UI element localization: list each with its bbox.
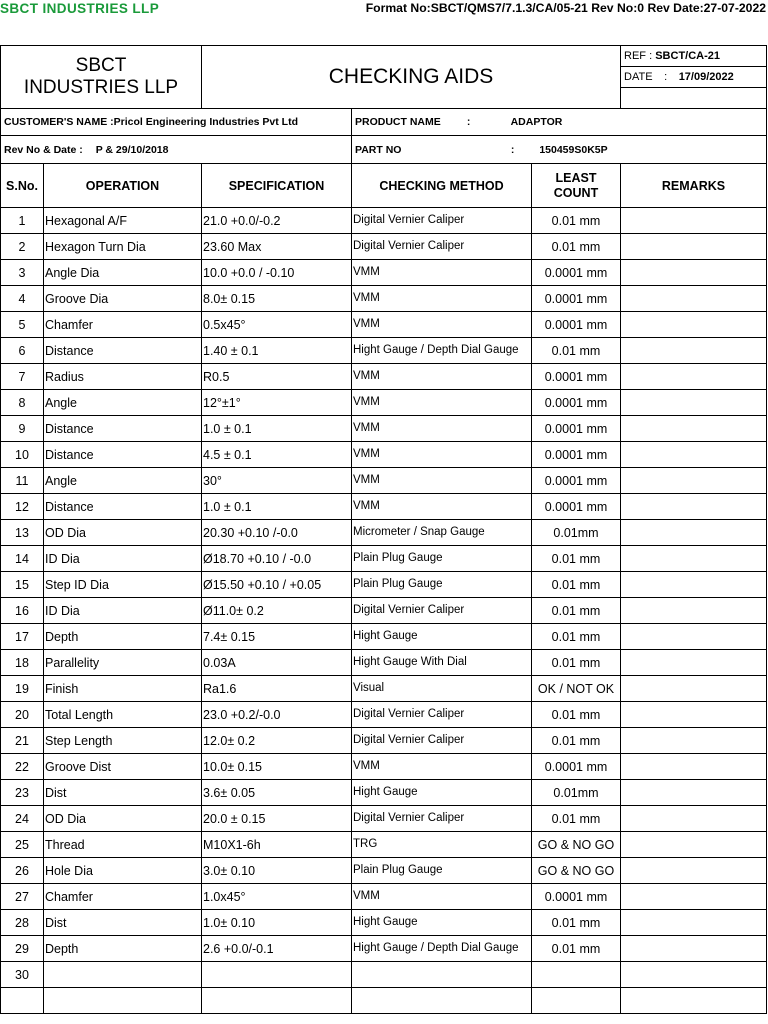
cell-least-count: 0.0001 mm bbox=[532, 416, 621, 442]
table-row bbox=[1, 598, 767, 624]
cell-least-count: 0.0001 mm bbox=[532, 442, 621, 468]
cell-operation: Angle Dia bbox=[44, 260, 202, 286]
cell-specification: 7.4± 0.15 bbox=[202, 624, 352, 650]
ref-value: SBCT/CA-21 bbox=[655, 50, 721, 62]
cell-specification: Ø15.50 +0.10 / +0.05 bbox=[202, 572, 352, 598]
cell-operation: Distance bbox=[44, 416, 202, 442]
cell-least-count: 0.01mm bbox=[532, 780, 621, 806]
cell-specification: 20.30 +0.10 /-0.0 bbox=[202, 520, 352, 546]
cell-remarks bbox=[621, 520, 767, 546]
cell-operation: Depth bbox=[44, 936, 202, 962]
cell-least-count: 0.0001 mm bbox=[532, 468, 621, 494]
cell-checking-method: Hight Gauge bbox=[352, 780, 532, 806]
cell-sno: 23 bbox=[1, 780, 44, 806]
cell-sno: 30 bbox=[1, 962, 44, 988]
table-row bbox=[1, 494, 767, 520]
cell-operation: Parallelity bbox=[44, 650, 202, 676]
cell-least-count: 0.01 mm bbox=[532, 910, 621, 936]
cell-specification: 30° bbox=[202, 468, 352, 494]
cell-sno: 11 bbox=[1, 468, 44, 494]
cell-sno: 28 bbox=[1, 910, 44, 936]
company-line-2: INDUSTRIES LLP bbox=[23, 77, 179, 98]
date-label: DATE bbox=[624, 71, 653, 83]
cell-specification: 1.0 ± 0.1 bbox=[202, 494, 352, 520]
table-row bbox=[1, 936, 767, 962]
cell-remarks bbox=[621, 598, 767, 624]
cell-remarks bbox=[621, 572, 767, 598]
cell-sno: 5 bbox=[1, 312, 44, 338]
cell-least-count: 0.0001 mm bbox=[532, 884, 621, 910]
cell-operation: Angle bbox=[44, 390, 202, 416]
customer-cell bbox=[1, 109, 352, 136]
date-value: 17/09/2022 bbox=[678, 71, 734, 83]
cell-specification: 0.5x45° bbox=[202, 312, 352, 338]
cell-specification: 3.0± 0.10 bbox=[202, 858, 352, 884]
cell-checking-method: Hight Gauge bbox=[352, 624, 532, 650]
cell-checking-method: VMM bbox=[352, 286, 532, 312]
table-row bbox=[1, 806, 767, 832]
cell-least-count: 0.01 mm bbox=[532, 546, 621, 572]
column-header-checking-method: CHECKING METHOD bbox=[352, 164, 532, 208]
cell-remarks bbox=[621, 754, 767, 780]
cell-remarks bbox=[621, 858, 767, 884]
date-cell bbox=[621, 67, 767, 88]
cell-operation: Thread bbox=[44, 832, 202, 858]
cell-remarks bbox=[621, 910, 767, 936]
company-name bbox=[1, 46, 202, 109]
cell-operation: Dist bbox=[44, 780, 202, 806]
cell-specification: 10.0± 0.15 bbox=[202, 754, 352, 780]
cell-least-count bbox=[532, 988, 621, 1014]
product-cell bbox=[352, 109, 767, 136]
table-row bbox=[1, 468, 767, 494]
cell-sno bbox=[1, 988, 44, 1014]
cell-least-count: GO & NO GO bbox=[532, 832, 621, 858]
ref-label: REF : bbox=[624, 50, 653, 62]
cell-sno: 6 bbox=[1, 338, 44, 364]
brand-name: SBCT INDUSTRIES LLP bbox=[0, 1, 160, 16]
column-header-specification: SPECIFICATION bbox=[202, 164, 352, 208]
cell-checking-method: Hight Gauge With Dial bbox=[352, 650, 532, 676]
cell-specification: 12°±1° bbox=[202, 390, 352, 416]
product-separator: : bbox=[466, 116, 471, 128]
cell-least-count: 0.01 mm bbox=[532, 624, 621, 650]
company-line-1: SBCT bbox=[75, 55, 127, 76]
part-number-separator: : bbox=[510, 143, 515, 156]
cell-checking-method: VMM bbox=[352, 468, 532, 494]
table-row bbox=[1, 442, 767, 468]
cell-remarks bbox=[621, 702, 767, 728]
cell-operation: ID Dia bbox=[44, 546, 202, 572]
cell-specification: Ra1.6 bbox=[202, 676, 352, 702]
cell-least-count: 0.0001 mm bbox=[532, 364, 621, 390]
cell-remarks bbox=[621, 884, 767, 910]
product-label: PRODUCT NAME bbox=[355, 116, 441, 128]
table-row bbox=[1, 572, 767, 598]
cell-operation bbox=[44, 988, 202, 1014]
cell-remarks bbox=[621, 546, 767, 572]
cell-least-count: 0.0001 mm bbox=[532, 260, 621, 286]
cell-remarks bbox=[621, 728, 767, 754]
cell-operation: Dist bbox=[44, 910, 202, 936]
table-row bbox=[1, 728, 767, 754]
cell-remarks bbox=[621, 416, 767, 442]
part-number-label: PART NO bbox=[355, 143, 402, 156]
cell-sno: 13 bbox=[1, 520, 44, 546]
cell-operation: ID Dia bbox=[44, 598, 202, 624]
cell-specification: 12.0± 0.2 bbox=[202, 728, 352, 754]
cell-least-count: 0.01 mm bbox=[532, 208, 621, 234]
cell-sno: 20 bbox=[1, 702, 44, 728]
cell-sno: 29 bbox=[1, 936, 44, 962]
cell-checking-method: Visual bbox=[352, 676, 532, 702]
cell-remarks bbox=[621, 364, 767, 390]
cell-sno: 15 bbox=[1, 572, 44, 598]
cell-checking-method: VMM bbox=[352, 494, 532, 520]
table-row bbox=[1, 520, 767, 546]
document-header bbox=[0, 45, 767, 164]
cell-checking-method: Micrometer / Snap Gauge bbox=[352, 520, 532, 546]
table-row bbox=[1, 364, 767, 390]
table-row bbox=[1, 832, 767, 858]
date-separator: : bbox=[664, 71, 668, 83]
cell-checking-method: Plain Plug Gauge bbox=[352, 572, 532, 598]
empty-header-cell bbox=[621, 88, 767, 109]
cell-specification: 3.6± 0.05 bbox=[202, 780, 352, 806]
cell-remarks bbox=[621, 442, 767, 468]
cell-operation: Hexagonal A/F bbox=[44, 208, 202, 234]
column-header-least-count: LEAST COUNT bbox=[532, 164, 621, 208]
document-title: CHECKING AIDS bbox=[202, 46, 621, 109]
cell-least-count: OK / NOT OK bbox=[532, 676, 621, 702]
table-row bbox=[1, 234, 767, 260]
cell-operation: Distance bbox=[44, 338, 202, 364]
cell-sno: 8 bbox=[1, 390, 44, 416]
customer-value: Pricol Engineering Industries Pvt Ltd bbox=[113, 116, 299, 128]
cell-specification: 10.0 +0.0 / -0.10 bbox=[202, 260, 352, 286]
cell-sno: 3 bbox=[1, 260, 44, 286]
cell-sno: 10 bbox=[1, 442, 44, 468]
table-row bbox=[1, 988, 767, 1014]
cell-operation: Chamfer bbox=[44, 884, 202, 910]
cell-specification: Ø11.0± 0.2 bbox=[202, 598, 352, 624]
cell-operation: Total Length bbox=[44, 702, 202, 728]
table-row bbox=[1, 676, 767, 702]
cell-least-count: 0.0001 mm bbox=[532, 312, 621, 338]
cell-remarks bbox=[621, 494, 767, 520]
cell-remarks bbox=[621, 234, 767, 260]
cell-specification: 1.0± 0.10 bbox=[202, 910, 352, 936]
cell-checking-method: Hight Gauge / Depth Dial Gauge bbox=[352, 338, 532, 364]
cell-sno: 27 bbox=[1, 884, 44, 910]
cell-remarks bbox=[621, 936, 767, 962]
table-row bbox=[1, 702, 767, 728]
table-row bbox=[1, 546, 767, 572]
cell-checking-method: TRG bbox=[352, 832, 532, 858]
cell-specification: R0.5 bbox=[202, 364, 352, 390]
cell-specification: 8.0± 0.15 bbox=[202, 286, 352, 312]
table-row bbox=[1, 962, 767, 988]
table-row bbox=[1, 884, 767, 910]
cell-least-count: 0.0001 mm bbox=[532, 286, 621, 312]
cell-checking-method: VMM bbox=[352, 884, 532, 910]
cell-specification: M10X1-6h bbox=[202, 832, 352, 858]
top-bar bbox=[0, 0, 768, 22]
cell-operation: Step Length bbox=[44, 728, 202, 754]
cell-sno: 26 bbox=[1, 858, 44, 884]
table-row bbox=[1, 312, 767, 338]
ref-cell bbox=[621, 46, 767, 67]
cell-remarks bbox=[621, 208, 767, 234]
cell-operation: Groove Dist bbox=[44, 754, 202, 780]
cell-sno: 22 bbox=[1, 754, 44, 780]
cell-specification: 1.0x45° bbox=[202, 884, 352, 910]
cell-sno: 25 bbox=[1, 832, 44, 858]
cell-least-count: 0.01 mm bbox=[532, 234, 621, 260]
cell-checking-method: Digital Vernier Caliper bbox=[352, 806, 532, 832]
cell-operation: Step ID Dia bbox=[44, 572, 202, 598]
cell-operation: Angle bbox=[44, 468, 202, 494]
cell-checking-method: Plain Plug Gauge bbox=[352, 546, 532, 572]
cell-least-count: 0.01mm bbox=[532, 520, 621, 546]
table-row bbox=[1, 780, 767, 806]
cell-remarks bbox=[621, 832, 767, 858]
cell-specification: 21.0 +0.0/-0.2 bbox=[202, 208, 352, 234]
cell-operation: Distance bbox=[44, 442, 202, 468]
cell-least-count: 0.01 mm bbox=[532, 650, 621, 676]
cell-checking-method: Digital Vernier Caliper bbox=[352, 598, 532, 624]
cell-specification: 23.60 Max bbox=[202, 234, 352, 260]
cell-least-count: 0.0001 mm bbox=[532, 494, 621, 520]
cell-specification bbox=[202, 962, 352, 988]
cell-specification: 0.03A bbox=[202, 650, 352, 676]
cell-checking-method: Digital Vernier Caliper bbox=[352, 728, 532, 754]
table-row bbox=[1, 260, 767, 286]
cell-checking-method: VMM bbox=[352, 312, 532, 338]
revision-label: Rev No & Date : bbox=[4, 143, 83, 156]
cell-sno: 17 bbox=[1, 624, 44, 650]
table-row bbox=[1, 650, 767, 676]
cell-operation bbox=[44, 962, 202, 988]
cell-sno: 14 bbox=[1, 546, 44, 572]
cell-checking-method: Hight Gauge bbox=[352, 910, 532, 936]
cell-specification bbox=[202, 988, 352, 1014]
table-header-row bbox=[1, 164, 767, 208]
cell-operation: Hole Dia bbox=[44, 858, 202, 884]
cell-specification: 1.40 ± 0.1 bbox=[202, 338, 352, 364]
column-header-sno: S.No. bbox=[1, 164, 44, 208]
cell-least-count bbox=[532, 962, 621, 988]
cell-sno: 16 bbox=[1, 598, 44, 624]
cell-remarks bbox=[621, 338, 767, 364]
cell-least-count: GO & NO GO bbox=[532, 858, 621, 884]
product-value: ADAPTOR bbox=[510, 116, 563, 128]
cell-checking-method bbox=[352, 962, 532, 988]
table-row bbox=[1, 390, 767, 416]
table-row bbox=[1, 286, 767, 312]
cell-operation: Distance bbox=[44, 494, 202, 520]
table-row bbox=[1, 338, 767, 364]
cell-checking-method: Digital Vernier Caliper bbox=[352, 702, 532, 728]
revision-cell bbox=[1, 136, 352, 164]
cell-least-count: 0.0001 mm bbox=[532, 754, 621, 780]
cell-sno: 19 bbox=[1, 676, 44, 702]
cell-operation: OD Dia bbox=[44, 806, 202, 832]
format-number: Format No:SBCT/QMS7/7.1.3/CA/05-21 Rev No:0 Rev Date:27-07-2022 bbox=[365, 1, 766, 15]
cell-operation: Depth bbox=[44, 624, 202, 650]
cell-specification: 2.6 +0.0/-0.1 bbox=[202, 936, 352, 962]
cell-checking-method: Digital Vernier Caliper bbox=[352, 208, 532, 234]
cell-sno: 7 bbox=[1, 364, 44, 390]
cell-remarks bbox=[621, 624, 767, 650]
cell-checking-method: Hight Gauge / Depth Dial Gauge bbox=[352, 936, 532, 962]
cell-specification: 4.5 ± 0.1 bbox=[202, 442, 352, 468]
table-row bbox=[1, 624, 767, 650]
table-row bbox=[1, 208, 767, 234]
cell-remarks bbox=[621, 650, 767, 676]
cell-operation: Hexagon Turn Dia bbox=[44, 234, 202, 260]
table-row bbox=[1, 858, 767, 884]
cell-remarks bbox=[621, 962, 767, 988]
cell-sno: 1 bbox=[1, 208, 44, 234]
cell-specification: 1.0 ± 0.1 bbox=[202, 416, 352, 442]
cell-checking-method: Digital Vernier Caliper bbox=[352, 234, 532, 260]
customer-label: CUSTOMER'S NAME : bbox=[4, 116, 114, 128]
cell-operation: Chamfer bbox=[44, 312, 202, 338]
cell-remarks bbox=[621, 780, 767, 806]
column-header-operation: OPERATION bbox=[44, 164, 202, 208]
cell-remarks bbox=[621, 676, 767, 702]
cell-checking-method: VMM bbox=[352, 754, 532, 780]
cell-remarks bbox=[621, 260, 767, 286]
cell-operation: Radius bbox=[44, 364, 202, 390]
cell-checking-method: VMM bbox=[352, 416, 532, 442]
cell-remarks bbox=[621, 806, 767, 832]
cell-checking-method: VMM bbox=[352, 260, 532, 286]
cell-least-count: 0.01 mm bbox=[532, 598, 621, 624]
cell-least-count: 0.01 mm bbox=[532, 702, 621, 728]
cell-least-count: 0.01 mm bbox=[532, 728, 621, 754]
cell-sno: 2 bbox=[1, 234, 44, 260]
cell-specification: Ø18.70 +0.10 / -0.0 bbox=[202, 546, 352, 572]
cell-checking-method: VMM bbox=[352, 364, 532, 390]
cell-specification: 20.0 ± 0.15 bbox=[202, 806, 352, 832]
cell-remarks bbox=[621, 390, 767, 416]
cell-sno: 9 bbox=[1, 416, 44, 442]
part-number-value: 150459S0K5P bbox=[539, 143, 608, 156]
cell-checking-method: Plain Plug Gauge bbox=[352, 858, 532, 884]
part-number-cell bbox=[352, 136, 767, 164]
cell-remarks bbox=[621, 468, 767, 494]
cell-checking-method: VMM bbox=[352, 442, 532, 468]
table-row bbox=[1, 416, 767, 442]
cell-checking-method bbox=[352, 988, 532, 1014]
cell-sno: 4 bbox=[1, 286, 44, 312]
cell-least-count: 0.01 mm bbox=[532, 806, 621, 832]
cell-specification: 23.0 +0.2/-0.0 bbox=[202, 702, 352, 728]
cell-sno: 12 bbox=[1, 494, 44, 520]
revision-value: P & 29/10/2018 bbox=[95, 143, 169, 156]
cell-remarks bbox=[621, 988, 767, 1014]
checking-aids-table bbox=[0, 163, 767, 1014]
cell-checking-method: VMM bbox=[352, 390, 532, 416]
cell-operation: Groove Dia bbox=[44, 286, 202, 312]
cell-remarks bbox=[621, 312, 767, 338]
table-row bbox=[1, 754, 767, 780]
cell-least-count: 0.01 mm bbox=[532, 936, 621, 962]
column-header-remarks: REMARKS bbox=[621, 164, 767, 208]
cell-operation: OD Dia bbox=[44, 520, 202, 546]
cell-least-count: 0.01 mm bbox=[532, 572, 621, 598]
cell-sno: 18 bbox=[1, 650, 44, 676]
cell-sno: 24 bbox=[1, 806, 44, 832]
cell-operation: Finish bbox=[44, 676, 202, 702]
cell-least-count: 0.0001 mm bbox=[532, 390, 621, 416]
cell-remarks bbox=[621, 286, 767, 312]
table-row bbox=[1, 910, 767, 936]
cell-least-count: 0.01 mm bbox=[532, 338, 621, 364]
cell-sno: 21 bbox=[1, 728, 44, 754]
